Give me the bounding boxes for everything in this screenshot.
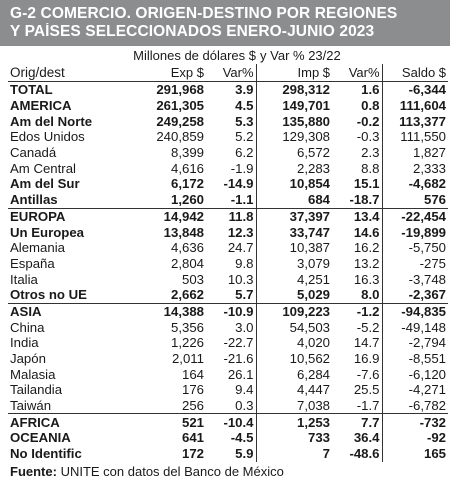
row-exp: 249,258 — [156, 113, 204, 129]
row-exp: 1,226 — [170, 335, 204, 351]
row-imp: 149,701 — [282, 98, 331, 114]
table-row — [8, 287, 448, 303]
row-imp: 733 — [308, 430, 331, 446]
row-saldo: 113,377 — [399, 113, 447, 129]
table-title — [0, 0, 450, 46]
row-var-exp: -14.9 — [206, 176, 256, 192]
row-imp: 4,447 — [297, 382, 331, 398]
table-row — [8, 351, 448, 367]
row-exp: 1,260 — [170, 192, 204, 208]
row-saldo: -4,682 — [408, 176, 447, 192]
table-row — [8, 335, 448, 351]
table-row — [8, 398, 448, 414]
row-var-exp: 5.2 — [206, 129, 256, 145]
row-var-exp: 5.9 — [206, 446, 256, 462]
row-var-exp: 6.2 — [206, 145, 256, 161]
row-var-exp: -4.5 — [206, 430, 256, 446]
table-row — [8, 160, 448, 176]
row-var-imp: 36.4 — [332, 430, 382, 446]
header-orig-dest: Orig/dest — [8, 64, 126, 82]
row-imp: 2,283 — [297, 160, 331, 176]
row-var-exp: 9.8 — [206, 256, 256, 272]
row-name: Japón — [10, 351, 46, 367]
row-exp: 6,172 — [170, 176, 204, 192]
row-exp: 2,662 — [170, 287, 204, 303]
row-name: Antillas — [10, 192, 58, 208]
row-var-exp: 0.3 — [206, 398, 256, 414]
row-var-imp: -48.6 — [332, 446, 382, 462]
row-var-exp: 11.8 — [206, 208, 256, 224]
row-exp: 13,848 — [163, 224, 204, 240]
row-exp: 5,356 — [170, 319, 204, 335]
row-saldo: 165 — [424, 446, 447, 462]
row-var-imp: -0.3 — [332, 129, 382, 145]
header-exp: Exp $ — [126, 64, 206, 82]
source-text: UNITE con datos del Banco de México — [56, 463, 284, 479]
row-imp: 33,747 — [289, 224, 331, 240]
row-var-imp: -5.2 — [332, 319, 382, 335]
table-row — [8, 113, 448, 129]
row-name: China — [10, 319, 45, 335]
row-name: Alemania — [10, 240, 65, 256]
table-row — [8, 366, 448, 382]
row-var-imp: 14.6 — [332, 224, 382, 240]
row-imp: 54,503 — [289, 319, 331, 335]
row-name: AFRICA — [8, 414, 126, 430]
row-exp: 172 — [181, 446, 204, 462]
row-saldo: 576 — [424, 192, 447, 208]
row-imp: 4,020 — [297, 335, 331, 351]
row-name: Am del Norte — [10, 113, 93, 129]
row-saldo: -6,120 — [408, 366, 447, 382]
row-var-exp: 3.0 — [206, 319, 256, 335]
row-imp: 7 — [322, 446, 331, 462]
row-var-exp: -1.1 — [206, 192, 256, 208]
row-var-exp: -21.6 — [206, 351, 256, 367]
row-var-exp: 5.7 — [206, 287, 256, 303]
row-saldo: -732 — [382, 414, 448, 430]
row-saldo: -92 — [426, 430, 447, 446]
table-row — [8, 208, 448, 224]
row-name: OCEANIA — [10, 430, 71, 446]
row-imp: 37,397 — [256, 208, 332, 224]
row-imp: 298,312 — [282, 82, 331, 98]
table-row — [8, 446, 448, 462]
row-name: Tailandia — [10, 382, 63, 398]
row-saldo: -3,748 — [408, 271, 447, 287]
row-imp: 129,308 — [282, 129, 331, 145]
row-var-exp: -1.9 — [206, 160, 256, 176]
table-row — [8, 176, 448, 192]
row-exp: 8,399 — [170, 145, 204, 161]
row-exp: 2,804 — [170, 255, 204, 271]
row-imp: 135,880 — [282, 113, 331, 129]
row-saldo: -4,271 — [408, 382, 447, 398]
table-row — [8, 319, 448, 335]
row-exp: 521 — [126, 414, 206, 430]
units-millions-label: Millones de dólares $ — [133, 47, 257, 63]
trade-table — [8, 46, 448, 462]
row-var-imp: 25.5 — [332, 382, 382, 398]
row-name: Edos Unidos — [10, 129, 85, 145]
row-name: Am Central — [10, 160, 76, 176]
row-var-imp: -7.6 — [332, 366, 382, 382]
table-row — [8, 414, 448, 430]
row-var-imp: 16.9 — [332, 351, 382, 367]
row-name: TOTAL — [10, 82, 53, 98]
row-imp: 684 — [308, 192, 331, 208]
row-var-imp: 1.6 — [332, 82, 382, 98]
source-note — [10, 464, 450, 479]
table-row — [8, 382, 448, 398]
row-name: Am del Sur — [10, 176, 80, 192]
row-saldo: -5,750 — [408, 240, 447, 256]
table-row — [8, 224, 448, 240]
row-exp: 2,011 — [171, 351, 204, 367]
row-var-imp: -0.2 — [332, 113, 382, 129]
row-saldo: -6,344 — [408, 82, 447, 98]
row-saldo: -94,835 — [382, 303, 448, 319]
header-row — [8, 64, 448, 82]
row-name: Otros no UE — [10, 287, 87, 303]
row-exp: 503 — [181, 271, 204, 287]
row-saldo: 2,333 — [413, 160, 447, 176]
row-var-imp: 16.3 — [332, 271, 382, 287]
row-saldo: 111,550 — [400, 129, 447, 145]
row-var-exp: 4.5 — [206, 98, 256, 114]
row-var-exp: -10.4 — [206, 414, 256, 430]
row-imp: 4,251 — [297, 271, 331, 287]
row-imp: 3,079 — [297, 255, 331, 271]
row-saldo: -6,782 — [408, 398, 447, 414]
row-var-imp: 8.8 — [332, 160, 382, 176]
row-exp: 256 — [181, 398, 204, 414]
units-var-text: Var % 23/22 — [270, 47, 341, 63]
row-var-imp: 0.8 — [332, 98, 382, 114]
units-row — [8, 46, 448, 64]
row-var-imp: -1.2 — [332, 303, 382, 319]
row-imp: 6,284 — [297, 366, 331, 382]
table-row — [8, 240, 448, 256]
table-row — [8, 192, 448, 208]
row-exp: 641 — [181, 430, 204, 446]
row-saldo: 111,604 — [399, 98, 447, 114]
row-var-imp: 7.7 — [332, 414, 382, 430]
title-line-2: Y PAÍSES SELECCIONADOS ENERO-JUNIO 2023 — [10, 23, 375, 40]
header-var-imp: Var% — [332, 64, 382, 82]
header-var-exp: Var% — [206, 64, 256, 82]
row-name: ASIA — [8, 303, 126, 319]
row-exp: 240,859 — [156, 129, 204, 145]
title-line-1: G-2 COMERCIO. ORIGEN-DESTINO POR REGIONES — [10, 5, 398, 22]
row-saldo: -22,454 — [382, 208, 448, 224]
row-name: Canadá — [10, 145, 57, 161]
row-var-exp: -22.7 — [206, 335, 256, 351]
row-var-imp: -18.7 — [332, 192, 382, 208]
source-label: Fuente: — [10, 463, 57, 479]
row-saldo: -2,794 — [408, 335, 447, 351]
row-name: España — [10, 255, 55, 271]
row-imp: 109,223 — [256, 303, 332, 319]
row-name: EUROPA — [8, 208, 126, 224]
row-saldo: 1,827 — [413, 145, 447, 161]
row-exp: 261,305 — [156, 98, 204, 114]
row-var-exp: 26.1 — [206, 366, 256, 382]
row-name: India — [10, 335, 39, 351]
row-imp: 1,253 — [256, 414, 332, 430]
row-saldo: -275 — [419, 255, 447, 271]
row-imp: 7,038 — [297, 398, 331, 414]
row-var-imp: 14.7 — [332, 335, 382, 351]
table-row — [8, 303, 448, 319]
row-var-imp: -1.7 — [332, 398, 382, 414]
row-var-exp: 3.9 — [206, 82, 256, 98]
row-exp: 14,388 — [126, 303, 206, 319]
row-var-exp: 9.4 — [206, 382, 256, 398]
row-name: Taiwán — [10, 398, 52, 414]
table-row — [8, 129, 448, 145]
row-exp: 164 — [181, 366, 204, 382]
row-exp: 291,968 — [156, 82, 204, 98]
row-var-imp: 8.0 — [332, 287, 382, 303]
header-saldo: Saldo $ — [382, 64, 448, 82]
row-var-imp: 15.1 — [332, 176, 382, 192]
row-var-imp: 16.2 — [332, 240, 382, 256]
table-row — [8, 145, 448, 161]
row-saldo: -8,551 — [408, 351, 447, 367]
row-name: Un Europea — [10, 224, 85, 240]
row-imp: 5,029 — [297, 287, 331, 303]
row-saldo: -19,899 — [401, 224, 447, 240]
row-var-exp: -10.9 — [206, 303, 256, 319]
row-exp: 4,616 — [170, 160, 204, 176]
row-imp: 10,387 — [289, 240, 331, 256]
row-var-imp: 13.2 — [332, 256, 382, 272]
row-exp: 176 — [181, 382, 204, 398]
table-row — [8, 271, 448, 287]
row-saldo: -2,367 — [408, 287, 447, 303]
table-row — [8, 256, 448, 272]
row-imp: 10,854 — [289, 176, 331, 192]
table-row — [8, 430, 448, 446]
table-row — [8, 98, 448, 114]
units-separator: y — [260, 47, 267, 63]
row-var-exp: 12.3 — [206, 224, 256, 240]
row-saldo: -49,148 — [401, 319, 447, 335]
row-var-imp: 2.3 — [332, 145, 382, 161]
row-var-exp: 5.3 — [206, 113, 256, 129]
row-var-exp: 10.3 — [206, 271, 256, 287]
header-imp: Imp $ — [256, 64, 332, 82]
row-var-exp: 24.7 — [206, 240, 256, 256]
row-name: Malasia — [10, 366, 56, 382]
row-exp: 4,636 — [170, 240, 204, 256]
row-exp: 14,942 — [126, 208, 206, 224]
row-imp: 6,572 — [297, 145, 331, 161]
row-name: AMERICA — [10, 98, 72, 114]
row-name: No Identific — [10, 446, 82, 462]
units-var-label — [256, 46, 448, 64]
row-imp: 10,562 — [289, 351, 331, 367]
row-name: Italia — [10, 271, 38, 287]
row-var-imp: 13.4 — [332, 208, 382, 224]
table-row — [8, 82, 448, 98]
